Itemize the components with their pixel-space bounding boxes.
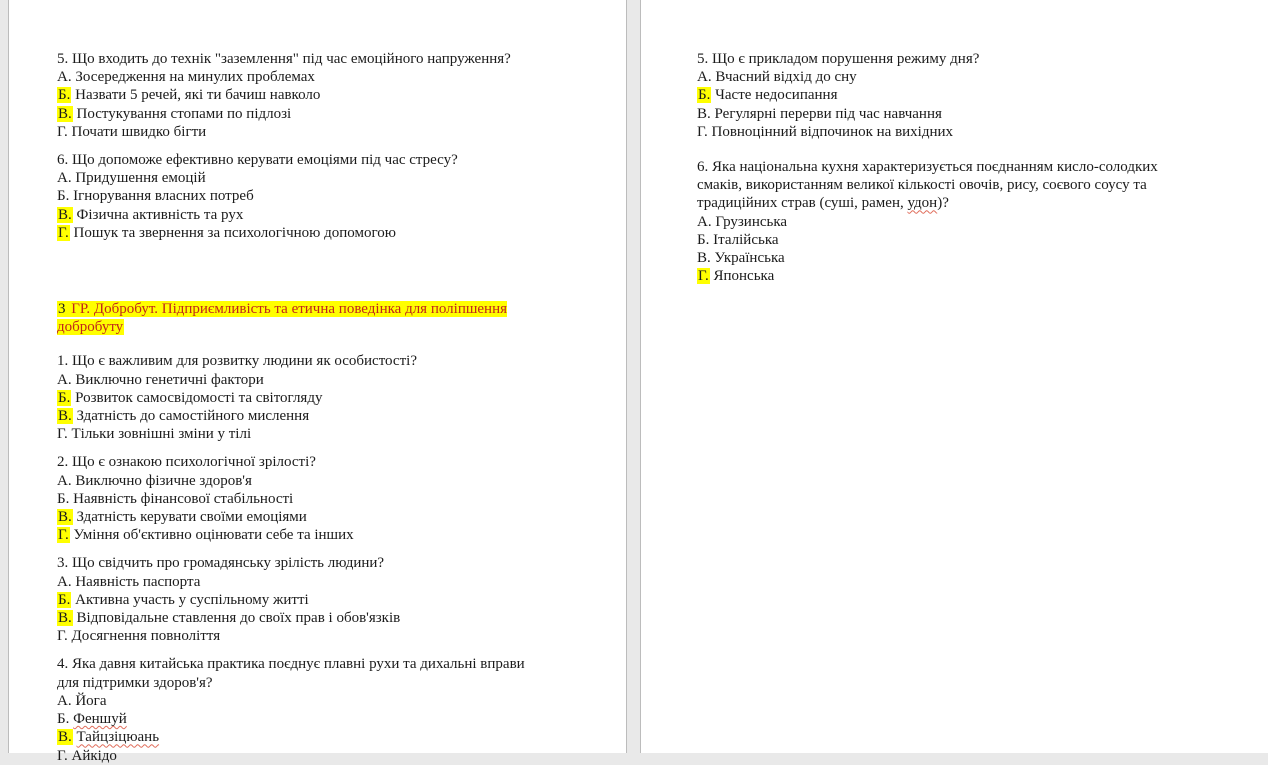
option-text: Ігнорування власних потреб [73, 188, 254, 205]
answer-option [57, 407, 530, 425]
option-marker-highlighted: Б. [698, 87, 711, 104]
option-marker: Б. [697, 231, 710, 248]
option-text: Наявність фінансової стабільності [73, 490, 294, 507]
answer-option [697, 105, 1170, 123]
option-text: Регулярні перерви під час навчання [714, 105, 942, 122]
heading-text: ГР. Добробут. Підприємливість та етична поведінка для поліпшення добробуту [57, 301, 508, 336]
option-text: Здатність керувати своїми емоціями [76, 509, 307, 526]
option-marker-highlighted: Г. [698, 268, 709, 285]
question-block [57, 151, 530, 242]
answer-option [57, 123, 530, 141]
answer-option [57, 169, 530, 187]
page-content[interactable] [641, 0, 1170, 285]
option-marker-highlighted: Г. [58, 224, 69, 241]
option-text: Почати швидко бігти [71, 123, 207, 140]
answer-option [57, 573, 530, 591]
option-text: Наявність паспорта [75, 573, 201, 590]
option-text: Грузинська [715, 213, 788, 230]
answer-option [57, 389, 530, 407]
option-marker: А. [57, 472, 72, 489]
question-block [57, 453, 530, 544]
option-marker-highlighted: В. [58, 206, 72, 223]
option-text: Японська [713, 268, 775, 285]
option-marker-highlighted: В. [58, 408, 72, 425]
question-text-segment: 6. Що допоможе ефективно керувати емоціями під час стресу? [57, 152, 458, 169]
question-text-segment: )? [937, 195, 949, 212]
answer-option [697, 86, 1170, 104]
answer-option [697, 213, 1170, 231]
question-text [57, 453, 530, 471]
misspelled-word: Феншуй [73, 711, 127, 728]
option-text: Здатність до самостійного мислення [76, 408, 310, 425]
answer-option [697, 249, 1170, 267]
option-marker-highlighted: В. [58, 105, 72, 122]
option-marker: Г. [57, 426, 68, 443]
answer-option [57, 472, 530, 490]
option-text: Відповідальне ставлення до своїх прав і обов'язків [76, 610, 401, 627]
question-text [57, 151, 530, 169]
question-text [697, 158, 1170, 213]
option-marker: А. [697, 213, 712, 230]
option-text: Постукування стопами по підлозі [76, 105, 292, 122]
option-text: Уміння об'єктивно оцінювати себе та інших [73, 527, 354, 544]
option-text: Назвати 5 речей, які ти бачиш навколо [75, 87, 321, 104]
answer-option [697, 123, 1170, 141]
question-block [57, 554, 530, 645]
document-page-right[interactable] [640, 0, 1268, 753]
page-content[interactable] [9, 0, 530, 765]
question-block [57, 50, 530, 141]
option-marker: Г. [697, 123, 708, 140]
option-text: Українська [714, 250, 785, 267]
option-text: Айкідо [71, 747, 117, 764]
answer-option [57, 86, 530, 104]
option-text: Розвиток самосвідомості та світогляду [75, 389, 323, 406]
question-text-segment: 2. Що є ознакою психологічної зрілості? [57, 454, 316, 471]
option-marker: Б. [57, 188, 70, 205]
answer-option [57, 68, 530, 86]
option-text: Повноцінний відпочинок на вихідних [711, 123, 954, 140]
question-text [57, 655, 530, 691]
question-block [697, 158, 1170, 285]
answer-option [697, 267, 1170, 285]
section-heading [57, 300, 530, 336]
question-block [697, 50, 1170, 141]
option-text: Виключно фізичне здоров'я [75, 472, 252, 489]
option-text: Пошук та звернення за психологічною допомогою [73, 224, 396, 241]
answer-option [57, 627, 530, 645]
question-text-segment: 5. Що є прикладом порушення режиму дня? [697, 51, 980, 67]
option-marker: А. [57, 170, 72, 187]
answer-option [57, 710, 530, 728]
option-text: Вчасний відхід до сну [715, 69, 857, 86]
option-marker-highlighted: В. [58, 729, 72, 746]
answer-option [57, 371, 530, 389]
answer-option [57, 206, 530, 224]
option-marker-highlighted: В. [58, 509, 72, 526]
answer-option [697, 68, 1170, 86]
option-marker: В. [697, 105, 711, 122]
question-text-segment: 3. Що свідчить про громадянську зрілість людини? [57, 555, 385, 572]
option-marker: А. [697, 69, 712, 86]
option-marker: А. [57, 69, 72, 86]
option-marker-highlighted: Б. [58, 389, 71, 406]
option-text: Активна участь у суспільному житті [75, 591, 309, 608]
option-marker-highlighted: Г. [58, 527, 69, 544]
answer-option [57, 425, 530, 443]
answer-option [57, 490, 530, 508]
question-text [57, 554, 530, 572]
option-marker: В. [697, 250, 711, 267]
option-text: Фізична активність та рух [76, 206, 244, 223]
answer-option [57, 105, 530, 123]
question-block [57, 352, 530, 443]
answer-option [57, 508, 530, 526]
question-text-segment: 5. Що входить до технік "заземлення" під час емоційного напруження? [57, 51, 511, 67]
option-marker-highlighted: В. [58, 610, 72, 627]
misspelled-word: удон [907, 195, 938, 212]
option-marker-highlighted: Б. [58, 87, 71, 104]
answer-option [57, 526, 530, 544]
option-marker: Г. [57, 747, 68, 764]
option-marker: А. [57, 573, 72, 590]
answer-option [57, 747, 530, 765]
option-text: Часте недосипання [715, 87, 838, 104]
question-text-segment: 4. Яка давня китайська практика поєднує плавні рухи та дихальні вправи для підтримки здоров'я? [57, 656, 525, 691]
option-marker: Б. [57, 711, 70, 728]
option-text: Придушення емоцій [75, 170, 206, 187]
answer-option [697, 231, 1170, 249]
option-marker: Б. [57, 490, 70, 507]
question-text [57, 352, 530, 370]
misspelled-word: Тайцзіцюань [76, 729, 160, 746]
option-text: Італійська [713, 231, 779, 248]
option-marker: А. [57, 692, 72, 709]
answer-option [57, 591, 530, 609]
answer-option [57, 187, 530, 205]
option-text: Зосередження на минулих проблемах [75, 69, 315, 86]
option-text: Виключно генетичні фактори [75, 371, 264, 388]
answer-option [57, 692, 530, 710]
option-marker: А. [57, 371, 72, 388]
option-marker: Г. [57, 123, 68, 140]
option-marker: Г. [57, 628, 68, 645]
answer-option [57, 609, 530, 627]
answer-option [57, 728, 530, 746]
question-text [697, 50, 1170, 68]
option-text: Йога [75, 692, 107, 709]
question-text-segment: 1. Що є важливим для розвитку людини як особистості? [57, 353, 417, 370]
question-text [57, 50, 530, 68]
document-page-left[interactable] [8, 0, 627, 764]
heading-text: 3 [58, 301, 70, 318]
question-text-segment: 6. Яка національна кухня характеризується поєднанням кисло-солодких смаків, використанням великої кількості овочів, рису, соєвого соусу та традиційних страв (суші, рамен, [697, 159, 1158, 212]
answer-option [57, 224, 530, 242]
option-text: Тільки зовнішні зміни у тілі [71, 426, 252, 443]
question-block [57, 655, 530, 764]
option-text: Досягнення повноліття [71, 628, 221, 645]
option-marker-highlighted: Б. [58, 591, 71, 608]
